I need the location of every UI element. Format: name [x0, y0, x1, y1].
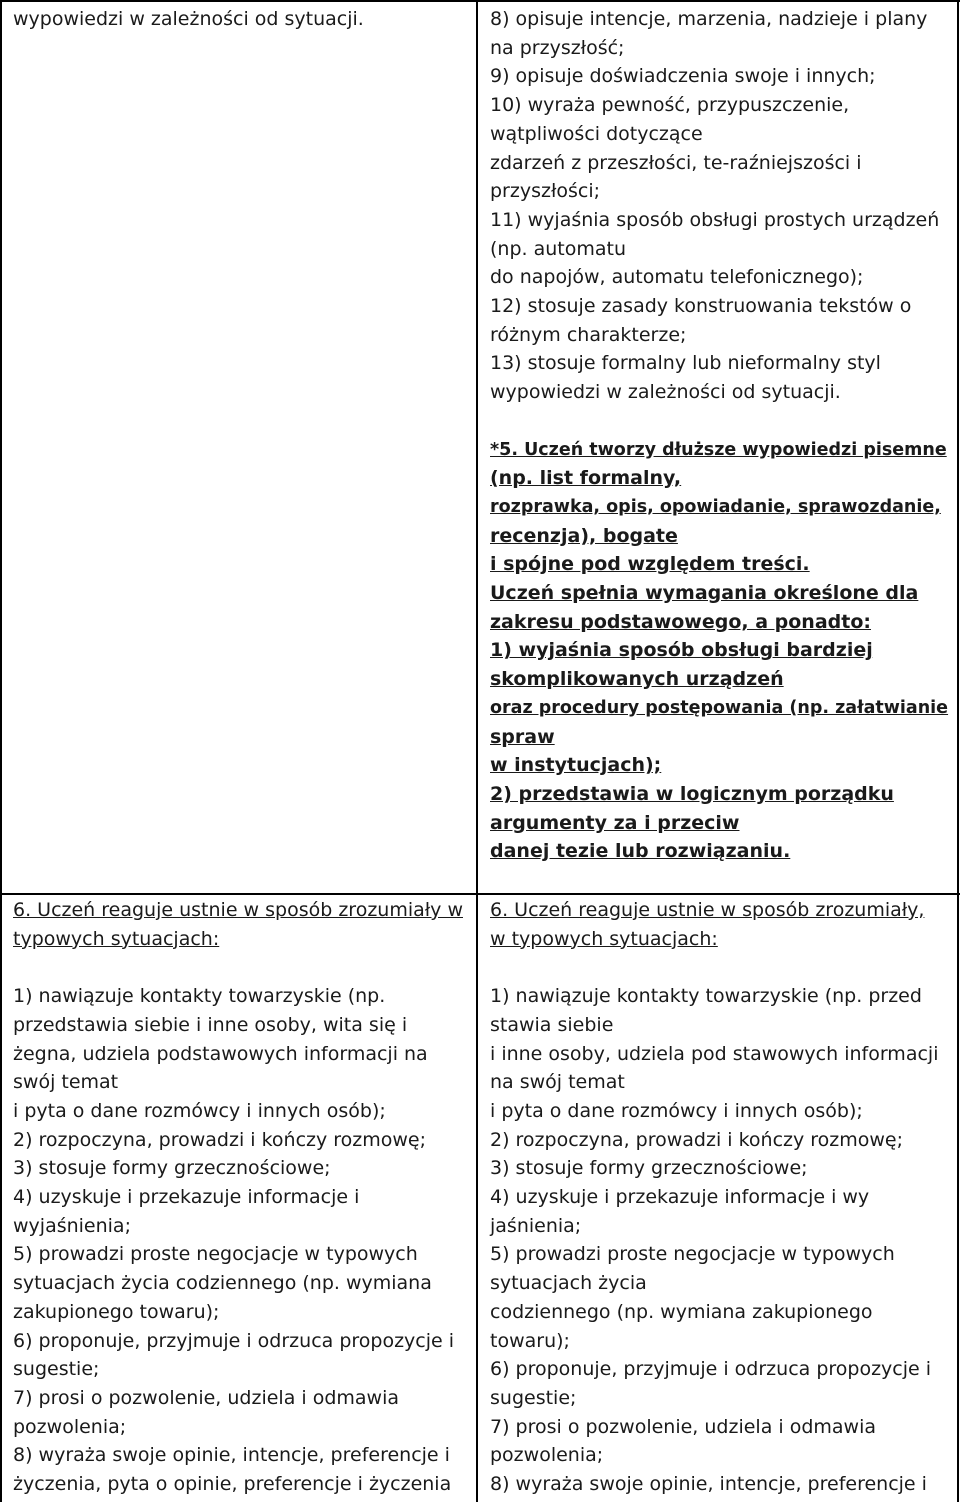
text-line: 12) stosuje zasady konstruowania tekstów o	[490, 295, 912, 318]
table-top-border	[0, 0, 960, 2]
cell-bottom-right	[490, 896, 952, 1499]
list-item: jaśnienia;	[490, 1214, 582, 1237]
extended-text-line: recenzja), bogate	[490, 524, 678, 547]
column-divider	[476, 0, 478, 1502]
list-item: 5) prowadzi proste negocjacje w typowych	[490, 1243, 895, 1266]
list-item: i pyta o dane rozmówcy i innych osób);	[490, 1099, 863, 1122]
list-item: pozwolenia;	[13, 1415, 127, 1438]
text-line: 13) stosuje formalny lub nieformalny styl	[490, 352, 881, 375]
list-item: 3) stosuje formy grzecznościowe;	[13, 1157, 331, 1180]
list-item: 6) proponuje, przyjmuje i odrzuca propozycje i	[490, 1358, 932, 1381]
list-item: swój temat	[13, 1071, 119, 1094]
text-line: wątpliwości dotyczące	[490, 122, 703, 145]
row-divider	[0, 893, 960, 895]
list-item: codziennego (np. wymiana zakupionego	[490, 1300, 873, 1323]
list-item: towaru);	[490, 1329, 570, 1352]
spacer	[13, 953, 468, 982]
list-item: życzenia, pyta o opinie, preferencje i życzenia	[13, 1473, 452, 1496]
list-item: wyjaśnienia;	[13, 1214, 131, 1237]
text-line: wypowiedzi w zależności od sytuacji.	[490, 381, 841, 404]
cell-top-right	[490, 5, 952, 866]
list-item: sugestie;	[13, 1358, 100, 1381]
extended-text-line: (np. list formalny,	[490, 467, 682, 490]
list-item: 8) wyraża swoje opinie, intencje, preferencje i	[490, 1473, 927, 1496]
list-item: 5) prowadzi proste negocjacje w typowych	[13, 1243, 418, 1266]
extended-text-line: w instytucjach);	[490, 754, 662, 777]
cell-top-left	[13, 5, 468, 34]
list-item: zakupionego towaru);	[13, 1300, 220, 1323]
extended-text-line: i spójne pod względem treści.	[490, 553, 810, 576]
list-item: 1) nawiązuje kontakty towarzyskie (np. przed	[490, 985, 922, 1008]
list-item: 4) uzyskuje i przekazuje informacje i	[13, 1186, 360, 1209]
list-item: żegna, udziela podstawowych informacji na	[13, 1042, 428, 1065]
section-heading: 6. Uczeń reaguje ustnie w sposób zrozumiały,	[490, 899, 925, 921]
list-item: sytuacjach życia	[490, 1272, 647, 1295]
list-item: 8) wyraża swoje opinie, intencje, preferencje i	[13, 1444, 450, 1467]
table-right-border	[957, 0, 959, 1502]
list-item: 7) prosi o pozwolenie, udziela i odmawia	[13, 1386, 400, 1409]
section-heading: w typowych sytuacjach:	[490, 927, 718, 950]
text-line: do napojów, automatu telefonicznego);	[490, 266, 864, 289]
table-left-border	[0, 0, 2, 1502]
list-item: 7) prosi o pozwolenie, udziela i odmawia	[490, 1415, 877, 1438]
list-item: 4) uzyskuje i przekazuje informacje i wy	[490, 1186, 870, 1209]
extended-text-line: 1) wyjaśnia sposób obsługi bardziej	[490, 639, 873, 662]
section-heading: 6. Uczeń reaguje ustnie w sposób zrozumiały w	[13, 899, 463, 921]
list-item: i pyta o dane rozmówcy i innych osób);	[13, 1099, 386, 1122]
extended-text-line: skomplikowanych urządzeń	[490, 668, 784, 691]
list-item: przedstawia siebie i inne osoby, wita się i	[13, 1013, 408, 1036]
cell-bottom-left	[13, 896, 468, 1499]
text-line: (np. automatu	[490, 237, 626, 260]
list-item: 2) rozpoczyna, prowadzi i kończy rozmowę;	[490, 1128, 904, 1151]
extended-text-line: spraw	[490, 725, 555, 748]
text-line: wypowiedzi w zależności od sytuacji.	[13, 8, 364, 30]
text-line: 10) wyraża pewność, przypuszczenie,	[490, 94, 850, 117]
list-item: pozwolenia;	[490, 1444, 604, 1467]
extended-text-line: oraz procedury postępowania (np. załatwianie	[490, 697, 949, 718]
extended-text-line: zakresu podstawowego, a ponadto:	[490, 610, 871, 633]
spacer	[490, 407, 952, 436]
text-line: na przyszłość;	[490, 36, 625, 59]
spacer	[490, 953, 952, 982]
list-item: i inne osoby, udziela pod stawowych informacji	[490, 1042, 939, 1065]
extended-text-line: 2) przedstawia w logicznym porządku	[490, 782, 894, 805]
extended-text-line: danej tezie lub rozwiązaniu.	[490, 840, 791, 863]
text-line: 11) wyjaśnia sposób obsługi prostych urządzeń	[490, 208, 940, 231]
list-item: 2) rozpoczyna, prowadzi i kończy rozmowę;	[13, 1128, 427, 1151]
list-item: 6) proponuje, przyjmuje i odrzuca propozycje i	[13, 1329, 455, 1352]
extended-text-line: *5. Uczeń tworzy dłuższe wypowiedzi pisemne	[490, 439, 947, 460]
list-item: na swój temat	[490, 1071, 625, 1094]
list-item: stawia siebie	[490, 1013, 614, 1036]
list-item: sytuacjach życia codziennego (np. wymiana	[13, 1272, 432, 1295]
text-line: zdarzeń z przeszłości, te-raźniejszości i	[490, 151, 862, 174]
text-line: przyszłości;	[490, 180, 601, 203]
list-item: 3) stosuje formy grzecznościowe;	[490, 1157, 808, 1180]
extended-text-line: rozprawka, opis, opowiadanie, sprawozdanie,	[490, 496, 941, 517]
list-item: 1) nawiązuje kontakty towarzyskie (np.	[13, 985, 386, 1008]
extended-text-line: Uczeń spełnia wymagania określone dla	[490, 582, 919, 605]
section-heading: typowych sytuacjach:	[13, 927, 220, 950]
text-line: 8) opisuje intencje, marzenia, nadzieje i plany	[490, 8, 928, 30]
list-item: sugestie;	[490, 1386, 577, 1409]
text-line: różnym charakterze;	[490, 323, 687, 346]
extended-text-line: argumenty za i przeciw	[490, 811, 740, 834]
text-line: 9) opisuje doświadczenia swoje i innych;	[490, 65, 876, 88]
